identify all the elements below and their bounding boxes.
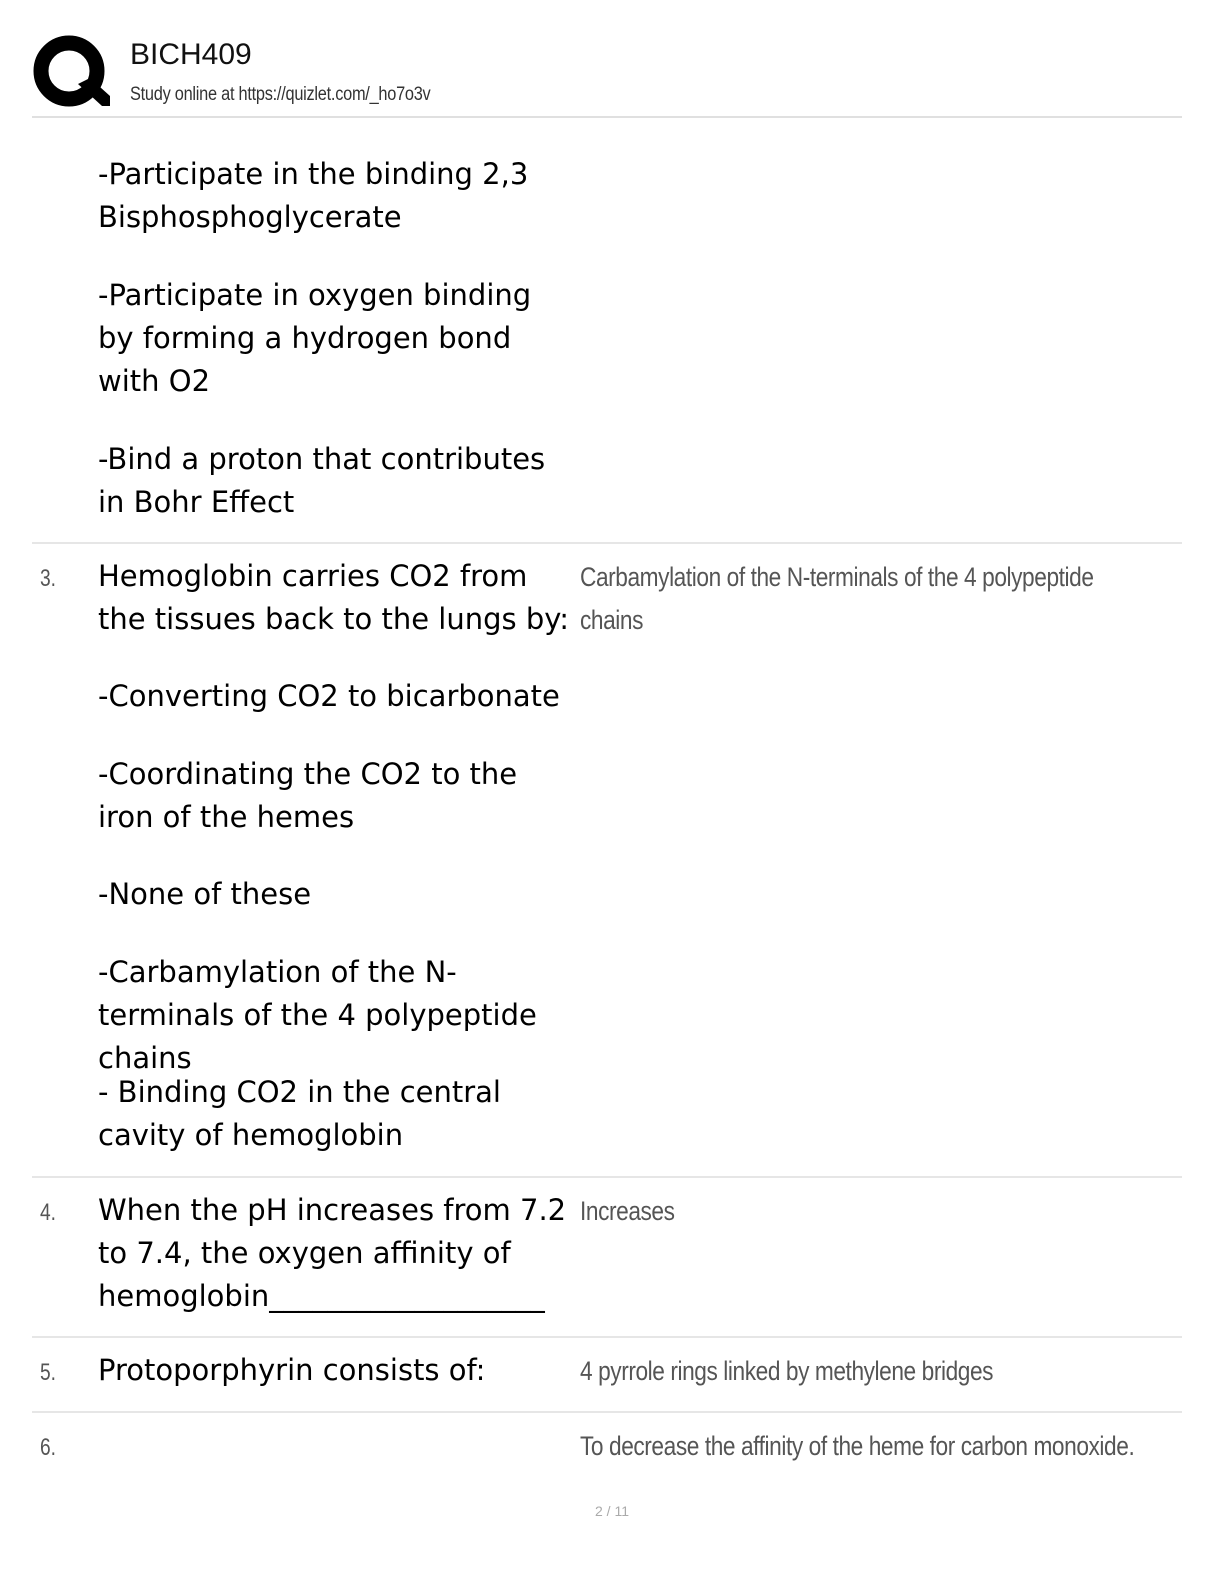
row-divider [32, 542, 1182, 544]
option-text: -Coordinating the CO2 to the iron of the hemes [98, 757, 518, 834]
answer-line: chains [580, 605, 644, 635]
quizlet-logo-icon [32, 34, 110, 112]
option-text: -Bind a proton that contributes in Bohr Effect [98, 442, 546, 519]
header-divider [32, 116, 1182, 118]
card-number: 4. [40, 1199, 57, 1226]
card-number: 3. [40, 565, 57, 592]
option-text: -Participate in oxygen binding by forming a hydrogen bond with O2 [98, 278, 532, 398]
question-text: Hemoglobin carries CO2 from the tissues back to the lungs by: [98, 559, 570, 636]
row-divider [32, 1336, 1182, 1338]
answer-text: 4 pyrrole rings linked by methylene bridges [580, 1356, 994, 1386]
card-number: 5. [40, 1359, 57, 1386]
row-divider [32, 1411, 1182, 1413]
option-text: -Participate in the binding 2,3 Bisphosphoglycerate [98, 157, 529, 234]
option-text: -Converting CO2 to bicarbonate [98, 679, 560, 713]
option-text: -None of these [98, 877, 312, 911]
question-text: When the pH increases from 7.2 to 7.4, the oxygen affinity of hemoglobin___________________ [98, 1193, 567, 1313]
answer-text: To decrease the affinity of the heme for carbon monoxide. [580, 1431, 1135, 1461]
question-text: Protoporphyrin consists of: [98, 1353, 486, 1387]
page-number: 2 / 11 [595, 1503, 629, 1519]
row-divider [32, 1176, 1182, 1178]
answer-text [580, 556, 1094, 642]
document-subtitle: Study online at https://quizlet.com/_ho7o3v [130, 84, 431, 105]
answer-line: Carbamylation of the N-terminals of the 4 polypeptide [580, 562, 1094, 592]
option-text: -Carbamylation of the N-terminals of the 4 polypeptide chains [98, 955, 537, 1075]
document-title: BICH409 [130, 38, 252, 71]
option-text: - Binding CO2 in the central cavity of hemoglobin [98, 1075, 501, 1152]
answer-text: Increases [580, 1196, 675, 1226]
card-number: 6. [40, 1434, 57, 1461]
